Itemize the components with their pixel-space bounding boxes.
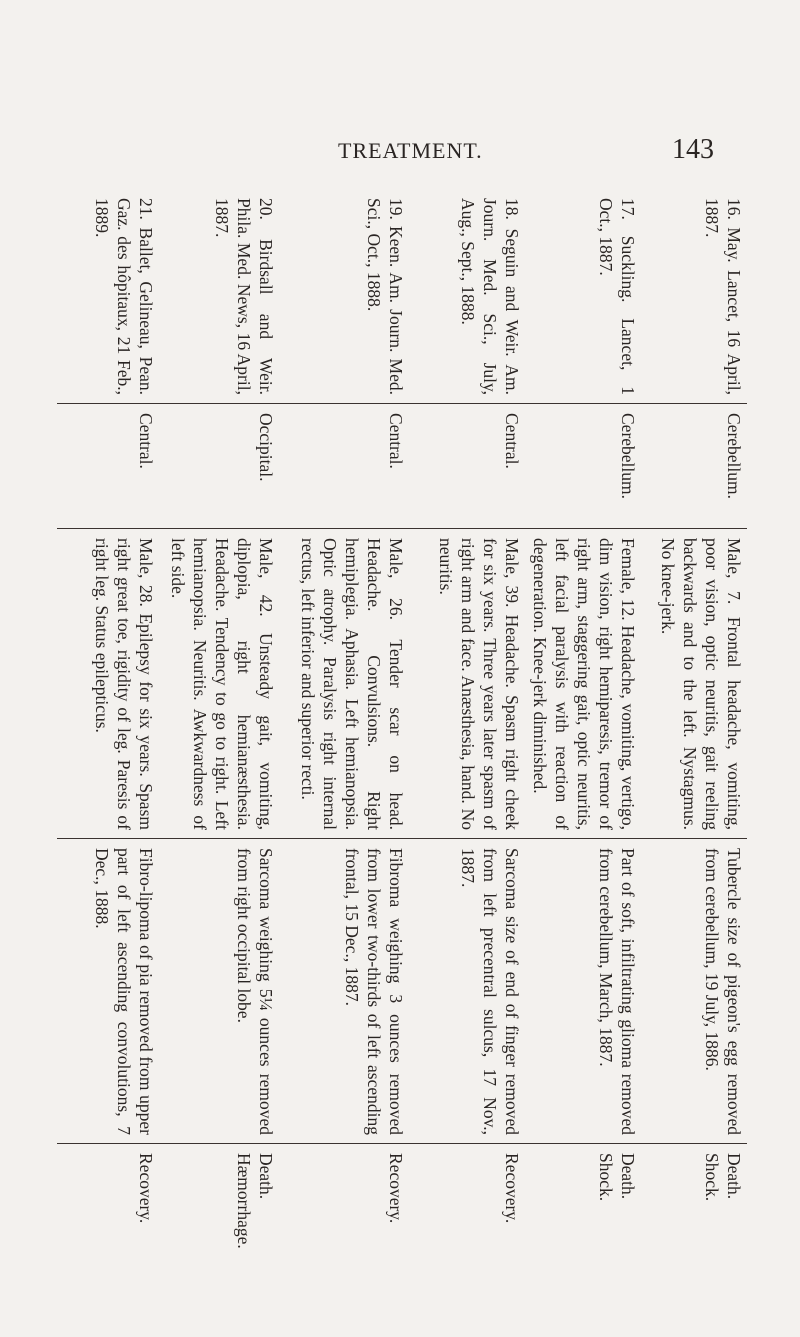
case-table <box>57 188 747 1248</box>
symptoms-cell: Male, 28. Epilepsy for six years. Spasm right great toe, rigidity of leg. Paresis of right leg. Status epilepticus. <box>92 538 156 830</box>
reference-cell: 21. Ballet, Gelineau, Pean. Gaz. des hôpitaux, 21 Feb., 1889. <box>92 198 156 395</box>
reference-cell: 19. Keen. Am. Journ. Med. Sci., Oct., 1888. <box>364 198 406 395</box>
table-row <box>65 188 159 1248</box>
symptoms-cell: Male, 42. Unsteady gait, vomiting, diplopia, right hemianæsthesia. Headache. Tendency to go to right. Left hemianopsia. Neuritis. Awkwardness of left side. <box>168 538 276 830</box>
result-cell: Death. Shock. <box>702 1153 744 1202</box>
location-cell: Occipital. <box>256 413 276 482</box>
result-cell: Death. Shock. <box>596 1153 638 1202</box>
table-row <box>431 188 525 1248</box>
location-cell: Central. <box>502 413 522 469</box>
result-cell: Recovery. <box>502 1153 522 1224</box>
table-row <box>168 188 279 1249</box>
symptoms-cell: Female, 12. Headache, vomiting, vertigo, dim vision, right hemiparesis, tremor of right arm, staggering gait, optic neuritis, left facial paralysis with reaction of degeneration. Knee-jerk diminished. <box>530 538 638 830</box>
reference-cell: 17. Suckling. Lancet, 1 Oct., 1887. <box>596 198 638 395</box>
symptoms-cell: Male, 26. Tender scar on head. Headache. Convulsions. Right hemiplegia. Aphasia. Left hemianopsia. Optic atrophy. Paralysis right internal rectus, left inferior and superior recti. <box>298 538 406 830</box>
tumor-cell: Sarcoma size of end of finger removed from left precentral sulcus, 17 Nov., 1887. <box>458 848 522 1135</box>
running-title: TREATMENT. <box>338 138 483 163</box>
result-cell: Recovery. <box>386 1153 406 1224</box>
symptoms-cell: Male, 39. Headache. Spasm right cheek for six years. Three years later spasm of right arm and face. Anæsthesia, hand. No neuritis. <box>436 538 522 830</box>
tumor-cell: Tubercle size of pigeon's egg removed from cerebellum, 19 July, 1886. <box>702 848 744 1135</box>
tumor-cell: Fibro-lipoma of pia removed from upper part of left ascending convolutions, 7 Dec., 1888. <box>92 848 156 1135</box>
table-row <box>530 188 641 1248</box>
page-number: 143 <box>672 134 714 165</box>
page-header <box>0 134 800 172</box>
tumor-cell: Fibroma weighing 3 ounces removed from lower two-thirds of left ascending frontal, 15 Dec., 1887. <box>342 848 406 1135</box>
reference-cell: 16. May. Lancet, 16 April, 1887. <box>702 198 744 395</box>
location-cell: Cerebellum. <box>618 413 638 500</box>
table-row <box>653 188 747 1248</box>
location-cell: Cerebellum. <box>724 413 744 500</box>
tumor-cell: Part of soft, infiltrating glioma removed from cerebellum, March, 1887. <box>596 848 638 1135</box>
symptoms-cell: Male, 7. Frontal headache, vomiting, poor vision, optic neuritis, gait reeling backwards and to the left. Nystagmus. No knee-jerk. <box>658 538 744 830</box>
reference-cell: 18. Seguin and Weir. Am. Journ. Med. Sci., July, Aug., Sept., 1888. <box>458 198 522 395</box>
table-row <box>298 188 409 1248</box>
reference-cell: 20. Birdsall and Weir. Phila. Med. News, 16 April, 1887. <box>212 198 276 395</box>
location-cell: Central. <box>386 413 406 469</box>
result-cell: Recovery. <box>136 1153 156 1224</box>
result-cell: Death. Hæmorrhage. <box>234 1153 276 1249</box>
location-cell: Central. <box>136 413 156 469</box>
tumor-cell: Sarcoma weighing 5¼ ounces removed from right occipital lobe. <box>234 848 276 1135</box>
